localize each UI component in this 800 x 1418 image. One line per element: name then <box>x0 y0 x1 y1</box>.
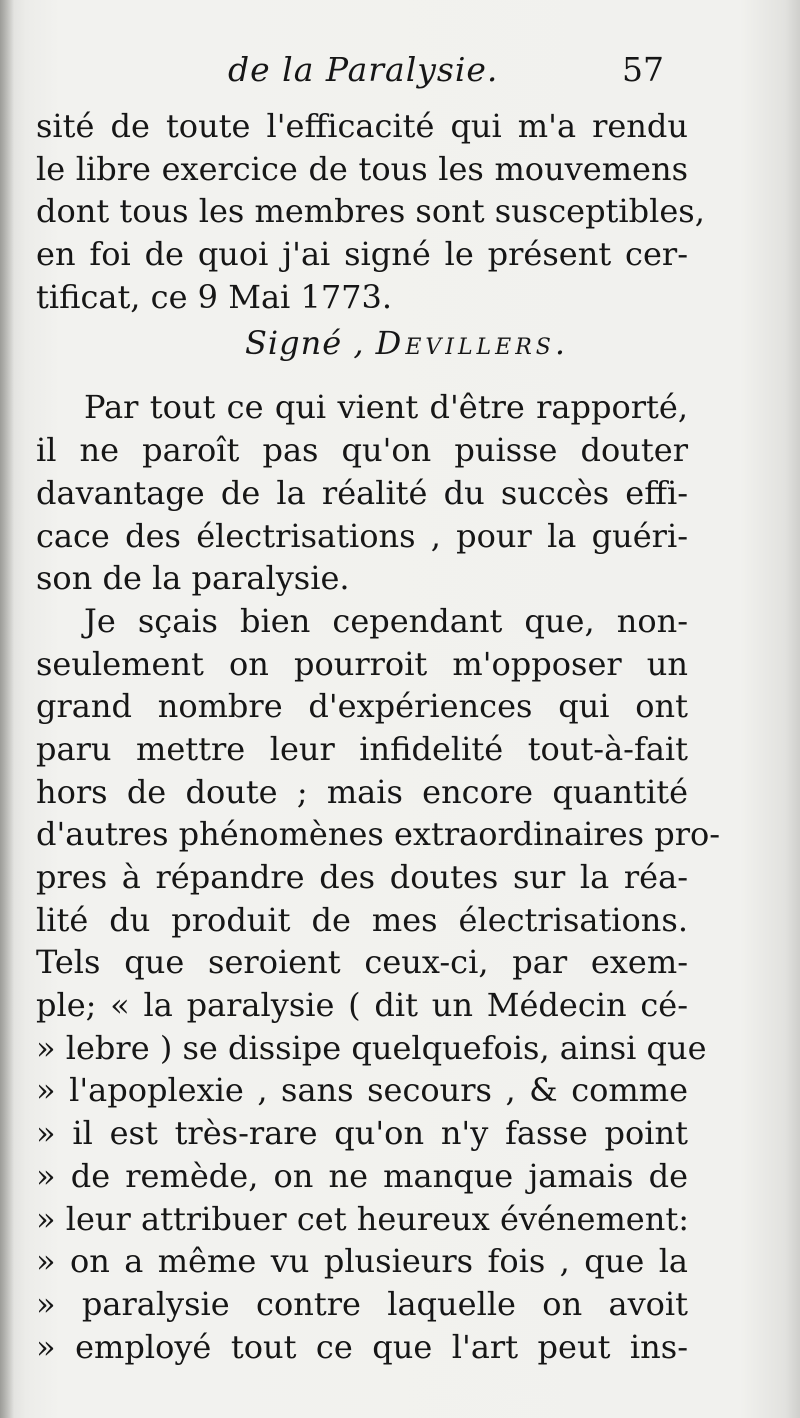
paragraph-2-line: grand nombre d'expériences qui ont <box>36 687 688 726</box>
paragraph-1-line: Par tout ce qui vient d'être rapporté, <box>84 388 688 427</box>
paragraph-1-line: son de la paralysie. <box>36 559 350 598</box>
quotation-line: » paralysie contre laquelle on avoit <box>36 1284 688 1323</box>
text-line: dont tous les membres sont susceptibles, <box>36 192 705 231</box>
paragraph-1-line: davantage de la réalité du succès effi- <box>36 473 688 512</box>
running-title: de la Paralysie. <box>228 50 499 89</box>
paragraph-2-line: paru mettre leur infidelité tout-à-fait <box>36 729 688 768</box>
signature-name: Devillers. <box>375 324 570 363</box>
running-head <box>0 50 800 100</box>
text-line: le libre exercice de tous les mouvemens <box>36 149 688 188</box>
paragraph-gap <box>36 378 688 386</box>
quotation-line: » leur attribuer cet heureux événement: <box>36 1199 689 1238</box>
page-number: 57 <box>622 50 664 89</box>
paragraph-1-line: cace des électrisations , pour la guéri- <box>36 516 688 555</box>
paragraph-2-line: seulement on pourroit m'opposer un <box>36 644 688 683</box>
quotation-line: » on a même vu plusieurs fois , que la <box>36 1242 688 1281</box>
paragraph-1-line: il ne paroît pas qu'on puisse douter <box>36 431 688 470</box>
text-block <box>36 105 721 1368</box>
gutter-shadow <box>0 0 14 1418</box>
paragraph-2-line: d'autres phénomènes extraordinaires pro- <box>36 815 721 854</box>
quotation-line: » employé tout ce que l'art peut ins- <box>36 1327 688 1366</box>
quotation-line: » de remède, on ne manque jamais de <box>36 1156 688 1195</box>
signature <box>36 318 688 378</box>
quotation-line: » lebre ) se dissipe quelquefois, ainsi que <box>36 1028 707 1067</box>
paragraph-2-line: ple; « la paralysie ( dit un Médecin cé- <box>36 986 688 1025</box>
signature-prefix: Signé , <box>244 324 365 363</box>
paragraph-2-line: pres à répandre des doutes sur la réa- <box>36 858 688 896</box>
text-line: en foi de quoi j'ai signé le présent cer- <box>36 235 688 274</box>
quotation-line: » l'apoplexie , sans secours , & comme <box>36 1071 688 1110</box>
paragraph-2-line: lité du produit de mes électrisations. <box>36 900 688 939</box>
text-line: sité de toute l'efficacité qui m'a rendu <box>36 107 688 145</box>
paragraph-2-line: hors de doute ; mais encore quantité <box>36 772 688 811</box>
paragraph-2-line: Je sçais bien cependant que, non- <box>84 601 688 640</box>
paragraph-2-line: Tels que seroient ceux-ci, par exem- <box>36 943 688 982</box>
text-line: tificat, ce 9 Mai 1773. <box>36 277 393 316</box>
quotation-line: » il est très-rare qu'on n'y fasse point <box>36 1114 688 1153</box>
